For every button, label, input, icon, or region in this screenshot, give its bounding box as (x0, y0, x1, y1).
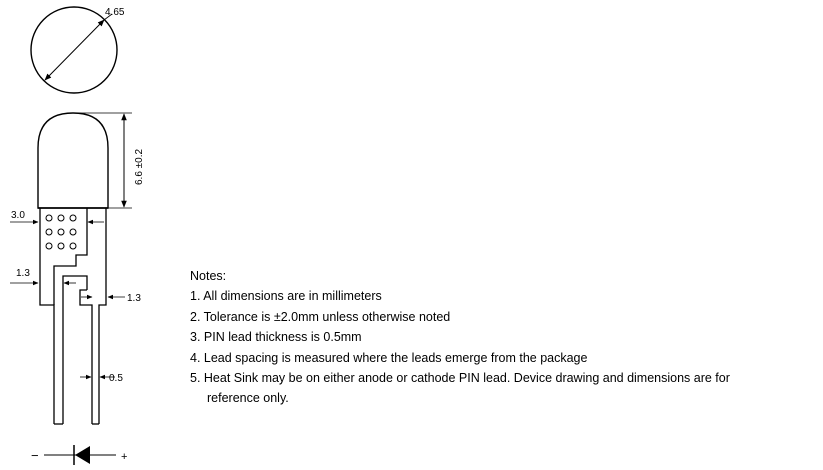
heat-sink-dot (70, 243, 76, 249)
base-left-edge (40, 208, 54, 424)
heat-sink-dot (46, 229, 52, 235)
heat-sink-dot (58, 243, 64, 249)
height-label: 6.6 ±0.2 (134, 148, 145, 185)
led-dome-body (38, 113, 108, 208)
polarity-symbol (31, 445, 127, 465)
anode-lead-inner (80, 290, 92, 424)
diode-triangle-icon (75, 446, 90, 464)
anode-lead (99, 208, 106, 424)
base-width-label: 3.0 (11, 210, 25, 221)
note-item: 2. Tolerance is ±2.0mm unless otherwise noted (190, 309, 451, 324)
heat-sink-dot (70, 215, 76, 221)
heat-sink-dot (46, 215, 52, 221)
cathode-lead-right (63, 276, 87, 424)
note-item-continuation: reference only. (207, 391, 289, 406)
cathode-sign: − (31, 448, 39, 463)
lead-width-label: 0.5 (109, 373, 123, 384)
note-item: 1. All dimensions are in millimeters (190, 289, 382, 304)
right-offset-label: 1.3 (127, 293, 141, 304)
note-item: 3. PIN lead thickness is 0.5mm (190, 330, 362, 345)
heat-sink-dot (70, 229, 76, 235)
notes-title: Notes: (190, 269, 227, 283)
top-view (31, 7, 125, 93)
diameter-label: 4.65 (105, 7, 125, 18)
heat-sink-dot (46, 243, 52, 249)
left-offset-label: 1.3 (16, 268, 30, 279)
anode-sign: + (121, 451, 128, 463)
note-item: 5. Heat Sink may be on either anode or cathode PIN lead. Device drawing and dimensions are for (190, 371, 730, 386)
heat-sink-dots (46, 215, 76, 249)
heat-sink-dot (58, 229, 64, 235)
side-view (10, 113, 145, 424)
diameter-arrow (45, 20, 104, 80)
heat-sink-dot (58, 215, 64, 221)
note-item: 4. Lead spacing is measured where the leads emerge from the package (190, 350, 588, 365)
notes-block (190, 266, 810, 409)
